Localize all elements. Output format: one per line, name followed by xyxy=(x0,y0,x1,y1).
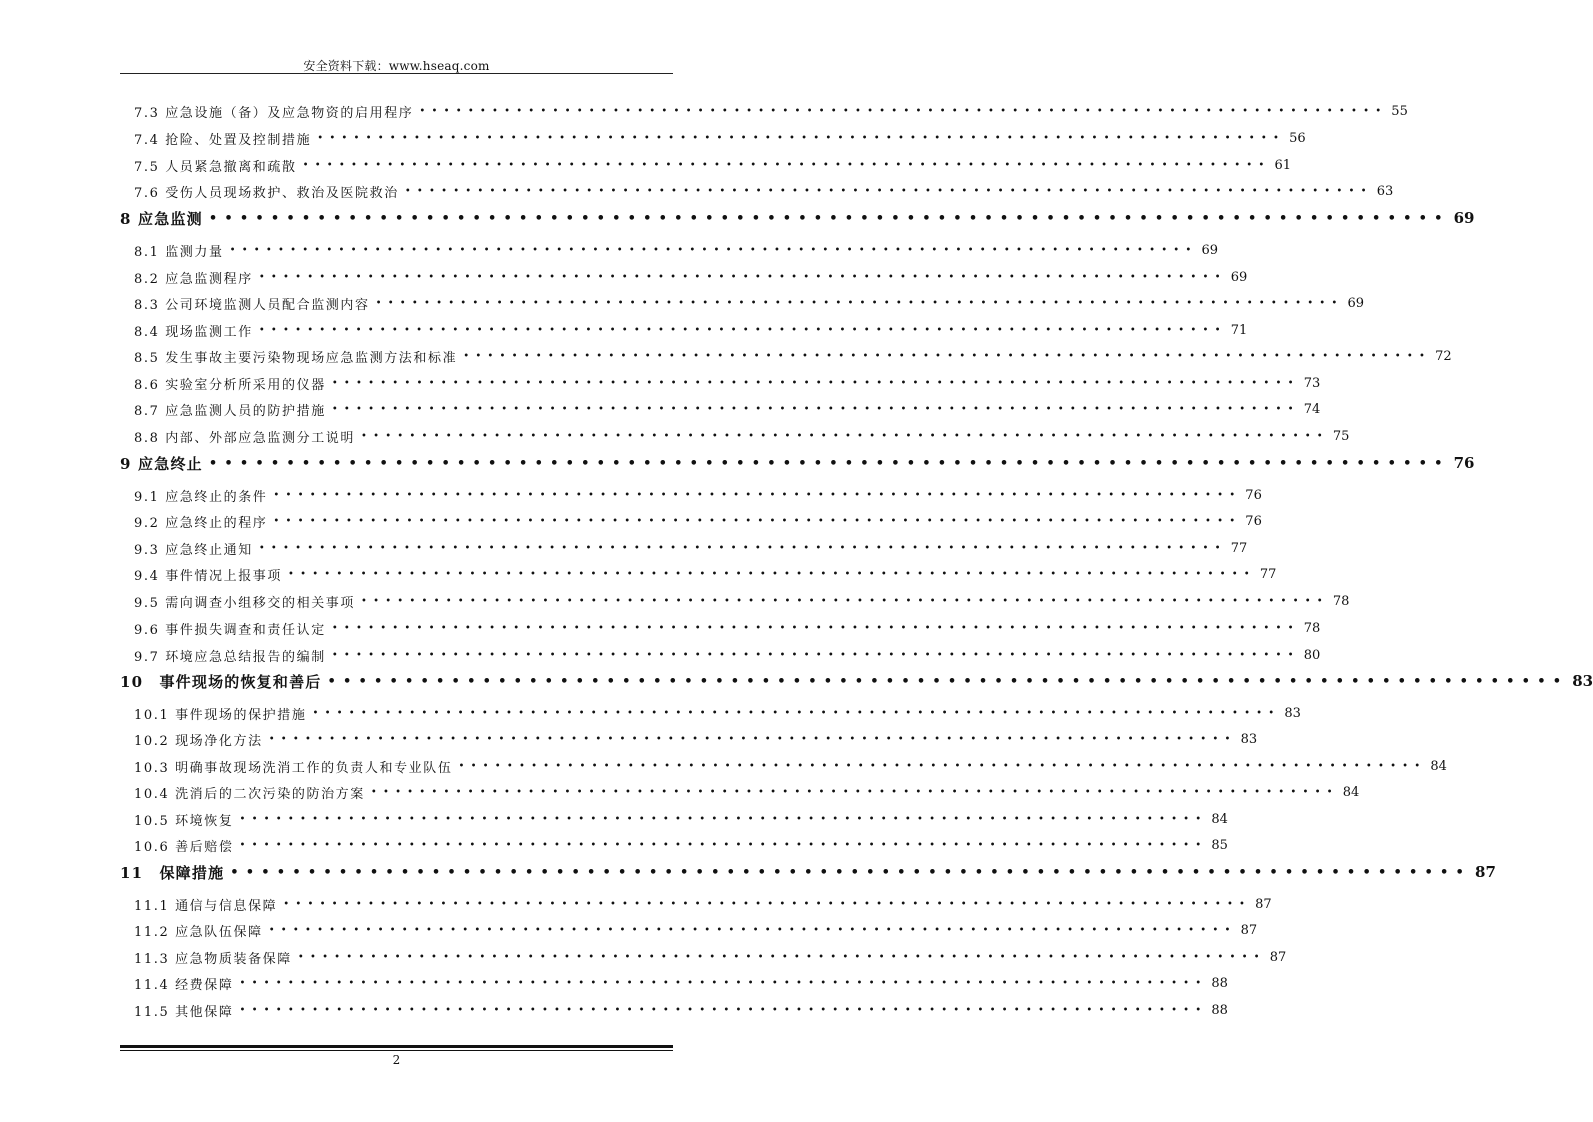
dot-leader: •••••••••••••••••••••••••••••••••••••••••••••••••••••••••••••••••••••••••••••••• xyxy=(239,839,1208,851)
toc-section-row[interactable] xyxy=(134,806,1228,832)
toc-section-row[interactable] xyxy=(134,642,1321,668)
toc-entry-title: 11.2 应急队伍保障 xyxy=(134,924,263,940)
page-number: 2 xyxy=(392,1053,401,1067)
toc-entry-title: 7.5 人员紧急撤离和疏散 xyxy=(134,159,297,175)
toc-page-number: 83 xyxy=(1284,705,1301,721)
toc-section-row[interactable] xyxy=(134,370,1321,396)
header-divider xyxy=(120,73,673,74)
toc-entry-title: 11.4 经费保障 xyxy=(134,977,234,993)
dot-leader: •••••••••••••••••••••••••••••••••••••••••••••••••••••••••••••••••••••••••••••••• xyxy=(361,595,1329,607)
toc-section-row[interactable] xyxy=(134,615,1321,641)
toc-section-row[interactable] xyxy=(134,423,1350,449)
toc-page-number: 80 xyxy=(1303,647,1321,663)
toc-page-number: 69 xyxy=(1230,269,1248,285)
toc-entry-title: 10 事件现场的恢复和善后 xyxy=(120,672,322,691)
toc-entry-title: 8.3 公司环境监测人员配合监测内容 xyxy=(134,297,370,313)
toc-section-row[interactable] xyxy=(134,264,1248,290)
toc-page-number: 61 xyxy=(1274,157,1292,173)
toc-page-number: 55 xyxy=(1391,103,1408,119)
toc-page-number: 84 xyxy=(1211,811,1228,827)
toc-page-number: 63 xyxy=(1376,183,1394,199)
toc-section-row[interactable] xyxy=(134,726,1258,752)
dot-leader: •••••••••••••••••••••••••••••••••••••••••••••••••••••••••••••••••••••••••••••••• xyxy=(288,568,1256,580)
toc-entry-title: 9.6 事件损失调查和责任认定 xyxy=(134,622,326,638)
dot-leader: •••••••••••••••••••••••••••••••••••••••••••••••••••••••••••••••••••••••••••••••• xyxy=(268,733,1237,745)
toc-page-number: 87 xyxy=(1269,949,1287,965)
toc-section-row[interactable] xyxy=(134,588,1350,614)
toc-section-row[interactable] xyxy=(134,561,1277,587)
toc-chapter-row[interactable] xyxy=(120,449,1475,477)
toc-entry-title: 8.5 发生事故主要污染物现场应急监测方法和标准 xyxy=(134,350,458,366)
dot-leader: •••••••••••••••••••••••••••••••••••••••••••••••••••••••••••••••••••••••••••••••• xyxy=(273,489,1242,501)
toc-entry-title: 10.6 善后赔偿 xyxy=(134,839,234,855)
dot-leader: •••••••••••••••••••••••••••••••••••••••••••••••••••••••••••••••••••••••••••••••• xyxy=(327,673,1569,689)
toc-page-number: 78 xyxy=(1332,593,1350,609)
toc-page-number: 85 xyxy=(1211,837,1228,853)
dot-leader: •••••••••••••••••••••••••••••••••••••••••••••••••••••••••••••••••••••••••••••••• xyxy=(419,105,1388,117)
dot-leader: •••••••••••••••••••••••••••••••••••••••••••••••••••••••••••••••••••••••••••••••• xyxy=(258,324,1227,336)
dot-leader: •••••••••••••••••••••••••••••••••••••••••••••••••••••••••••••••••••••••••••••••• xyxy=(208,455,1450,471)
toc-section-row[interactable] xyxy=(134,396,1321,422)
toc-section-row[interactable] xyxy=(134,178,1394,204)
toc-entry-title: 9.5 需向调查小组移交的相关事项 xyxy=(134,595,356,611)
toc-entry-title: 7.6 受伤人员现场救护、救治及医院救治 xyxy=(134,185,399,201)
dot-leader: •••••••••••••••••••••••••••••••••••••••••••••••••••••••••••••••••••••••••••••••• xyxy=(331,403,1300,415)
dot-leader: •••••••••••••••••••••••••••••••••••••••••••••••••••••••••••••••••••••••••••••••• xyxy=(239,1004,1208,1016)
toc-section-row[interactable] xyxy=(134,917,1258,943)
toc-page-number: 75 xyxy=(1332,428,1350,444)
toc-entry-title: 8.8 内部、外部应急监测分工说明 xyxy=(134,430,356,446)
dot-leader: •••••••••••••••••••••••••••••••••••••••••••••••••••••••••••••••••••••••••••••••• xyxy=(312,707,1281,719)
toc-chapter-row[interactable] xyxy=(120,667,1593,695)
toc-entry-title: 9.4 事件情况上报事项 xyxy=(134,568,283,584)
dot-leader: •••••••••••••••••••••••••••••••••••••••••••••••••••••••••••••••••••••••••••••••• xyxy=(331,649,1300,661)
toc-page-number: 84 xyxy=(1342,784,1360,800)
toc-entry-title: 8.1 监测力量 xyxy=(134,244,224,260)
dot-leader: •••••••••••••••••••••••••••••••••••••••••••••••••••••••••••••••••••••••••••••••• xyxy=(229,244,1198,256)
toc-page-number: 76 xyxy=(1245,513,1262,529)
toc-entry-title: 8.2 应急监测程序 xyxy=(134,271,253,287)
dot-leader: •••••••••••••••••••••••••••••••••••••••••••••••••••••••••••••••••••••••••••••••• xyxy=(458,760,1427,772)
toc-entry-title: 9 应急终止 xyxy=(120,454,203,473)
dot-leader: •••••••••••••••••••••••••••••••••••••••••••••••••••••••••••••••••••••••••••••••• xyxy=(463,350,1432,362)
toc-page-number: 83 xyxy=(1572,672,1593,690)
toc-page-number: 76 xyxy=(1245,487,1262,503)
toc-chapter-row[interactable] xyxy=(120,858,1496,886)
toc-section-row[interactable] xyxy=(134,237,1219,263)
toc-page-number: 76 xyxy=(1453,454,1475,472)
toc-entry-title: 11.5 其他保障 xyxy=(134,1004,234,1020)
dot-leader: •••••••••••••••••••••••••••••••••••••••••••••••••••••••••••••••••••••••••••••••• xyxy=(239,813,1208,825)
toc-entry-title: 10.5 环境恢复 xyxy=(134,813,234,829)
toc-entry-title: 9.3 应急终止通知 xyxy=(134,542,253,558)
toc-section-row[interactable] xyxy=(134,535,1248,561)
toc-section-row[interactable] xyxy=(134,317,1248,343)
dot-leader: •••••••••••••••••••••••••••••••••••••••••••••••••••••••••••••••••••••••••••••••• xyxy=(258,271,1227,283)
dot-leader: •••••••••••••••••••••••••••••••••••••••••••••••••••••••••••••••••••••••••••••••• xyxy=(273,515,1242,527)
toc-page-number: 87 xyxy=(1240,922,1258,938)
toc-section-row[interactable] xyxy=(134,508,1262,534)
toc-entry-title: 10.4 洗消后的二次污染的防治方案 xyxy=(134,786,365,802)
toc-section-row[interactable] xyxy=(134,753,1447,779)
toc-entry-title: 10.1 事件现场的保护措施 xyxy=(134,707,307,723)
toc-page-number: 77 xyxy=(1259,566,1277,582)
toc-page-number: 69 xyxy=(1347,295,1365,311)
dot-leader: •••••••••••••••••••••••••••••••••••••••••••••••••••••••••••••••••••••••••••••••• xyxy=(302,159,1271,171)
toc-page-number: 72 xyxy=(1435,348,1452,364)
toc-entry-title: 9.2 应急终止的程序 xyxy=(134,515,268,531)
toc-section-row[interactable] xyxy=(134,700,1301,726)
dot-leader: •••••••••••••••••••••••••••••••••••••••••••••••••••••••••••••••••••••••••••••••• xyxy=(268,924,1237,936)
toc-page-number: 87 xyxy=(1255,896,1272,912)
toc-page-number: 56 xyxy=(1289,130,1306,146)
toc-page-number: 78 xyxy=(1303,620,1321,636)
toc-page-number: 87 xyxy=(1475,863,1496,881)
toc-section-row[interactable] xyxy=(134,970,1228,996)
toc-section-row[interactable] xyxy=(134,98,1408,124)
dot-leader: •••••••••••••••••••••••••••••••••••••••••••••••••••••••••••••••••••••••••••••••• xyxy=(208,210,1450,226)
dot-leader: •••••••••••••••••••••••••••••••••••••••••••••••••••••••••••••••••••••••••••••••• xyxy=(370,786,1339,798)
toc-section-row[interactable] xyxy=(134,779,1360,805)
toc-page-number: 88 xyxy=(1211,1002,1228,1018)
toc-section-row[interactable] xyxy=(134,891,1272,917)
toc-entry-title: 10.2 现场净化方法 xyxy=(134,733,263,749)
toc-section-row[interactable] xyxy=(134,152,1292,178)
toc-entry-title: 7.4 抢险、处置及控制措施 xyxy=(134,132,312,148)
toc-page-number: 69 xyxy=(1453,209,1475,227)
toc-section-row[interactable] xyxy=(134,290,1365,316)
dot-leader: •••••••••••••••••••••••••••••••••••••••••••••••••••••••••••••••••••••••••••••••• xyxy=(297,951,1266,963)
toc-section-row[interactable] xyxy=(134,944,1287,970)
toc-page-number: 83 xyxy=(1240,731,1258,747)
toc-section-row[interactable] xyxy=(134,997,1228,1023)
toc-entry-title: 8.4 现场监测工作 xyxy=(134,324,253,340)
toc-entry-title: 10.3 明确事故现场洗消工作的负责人和专业队伍 xyxy=(134,760,453,776)
toc-entry-title: 11.1 通信与信息保障 xyxy=(134,898,278,914)
toc-page-number: 88 xyxy=(1211,975,1228,991)
toc-entry-title: 11 保障措施 xyxy=(120,863,225,882)
toc-page-number: 69 xyxy=(1201,242,1219,258)
toc-section-row[interactable] xyxy=(134,343,1452,369)
toc-page-number: 73 xyxy=(1303,375,1321,391)
footer-divider-thick xyxy=(120,1045,673,1048)
toc-entry-title: 8 应急监测 xyxy=(120,209,203,228)
toc-page-number: 74 xyxy=(1303,401,1321,417)
dot-leader: •••••••••••••••••••••••••••••••••••••••••••••••••••••••••••••••••••••••••••••••• xyxy=(230,864,1472,880)
dot-leader: •••••••••••••••••••••••••••••••••••••••••••••••••••••••••••••••••••••••••••••••• xyxy=(404,185,1373,197)
dot-leader: •••••••••••••••••••••••••••••••••••••••••••••••••••••••••••••••••••••••••••••••• xyxy=(239,977,1208,989)
dot-leader: •••••••••••••••••••••••••••••••••••••••••••••••••••••••••••••••••••••••••••••••• xyxy=(331,377,1300,389)
dot-leader: •••••••••••••••••••••••••••••••••••••••••••••••••••••••••••••••••••••••••••••••• xyxy=(283,898,1252,910)
dot-leader: •••••••••••••••••••••••••••••••••••••••••••••••••••••••••••••••••••••••••••••••• xyxy=(361,430,1329,442)
toc-section-row[interactable] xyxy=(134,125,1306,151)
toc-entry-title: 9.1 应急终止的条件 xyxy=(134,489,268,505)
page-header: 安全资料下载：www.hseaq.com xyxy=(303,59,490,73)
dot-leader: •••••••••••••••••••••••••••••••••••••••••••••••••••••••••••••••••••••••••••••••• xyxy=(258,542,1227,554)
toc-section-row[interactable] xyxy=(134,482,1262,508)
toc-page-number: 77 xyxy=(1230,540,1248,556)
toc-entry-title: 7.3 应急设施（备）及应急物资的启用程序 xyxy=(134,105,414,121)
toc-entry-title: 11.3 应急物质装备保障 xyxy=(134,951,292,967)
toc-section-row[interactable] xyxy=(134,832,1228,858)
dot-leader: •••••••••••••••••••••••••••••••••••••••••••••••••••••••••••••••••••••••••••••••• xyxy=(331,622,1300,634)
dot-leader: •••••••••••••••••••••••••••••••••••••••••••••••••••••••••••••••••••••••••••••••• xyxy=(375,297,1344,309)
toc-page-number: 71 xyxy=(1230,322,1248,338)
toc-entry-title: 8.6 实验室分析所采用的仪器 xyxy=(134,377,326,393)
toc-entry-title: 9.7 环境应急总结报告的编制 xyxy=(134,649,326,665)
toc-entry-title: 8.7 应急监测人员的防护措施 xyxy=(134,403,326,419)
dot-leader: •••••••••••••••••••••••••••••••••••••••••••••••••••••••••••••••••••••••••••••••• xyxy=(317,132,1286,144)
toc-chapter-row[interactable] xyxy=(120,204,1475,232)
footer-divider-thin xyxy=(120,1050,673,1051)
toc-page-number: 84 xyxy=(1430,758,1447,774)
